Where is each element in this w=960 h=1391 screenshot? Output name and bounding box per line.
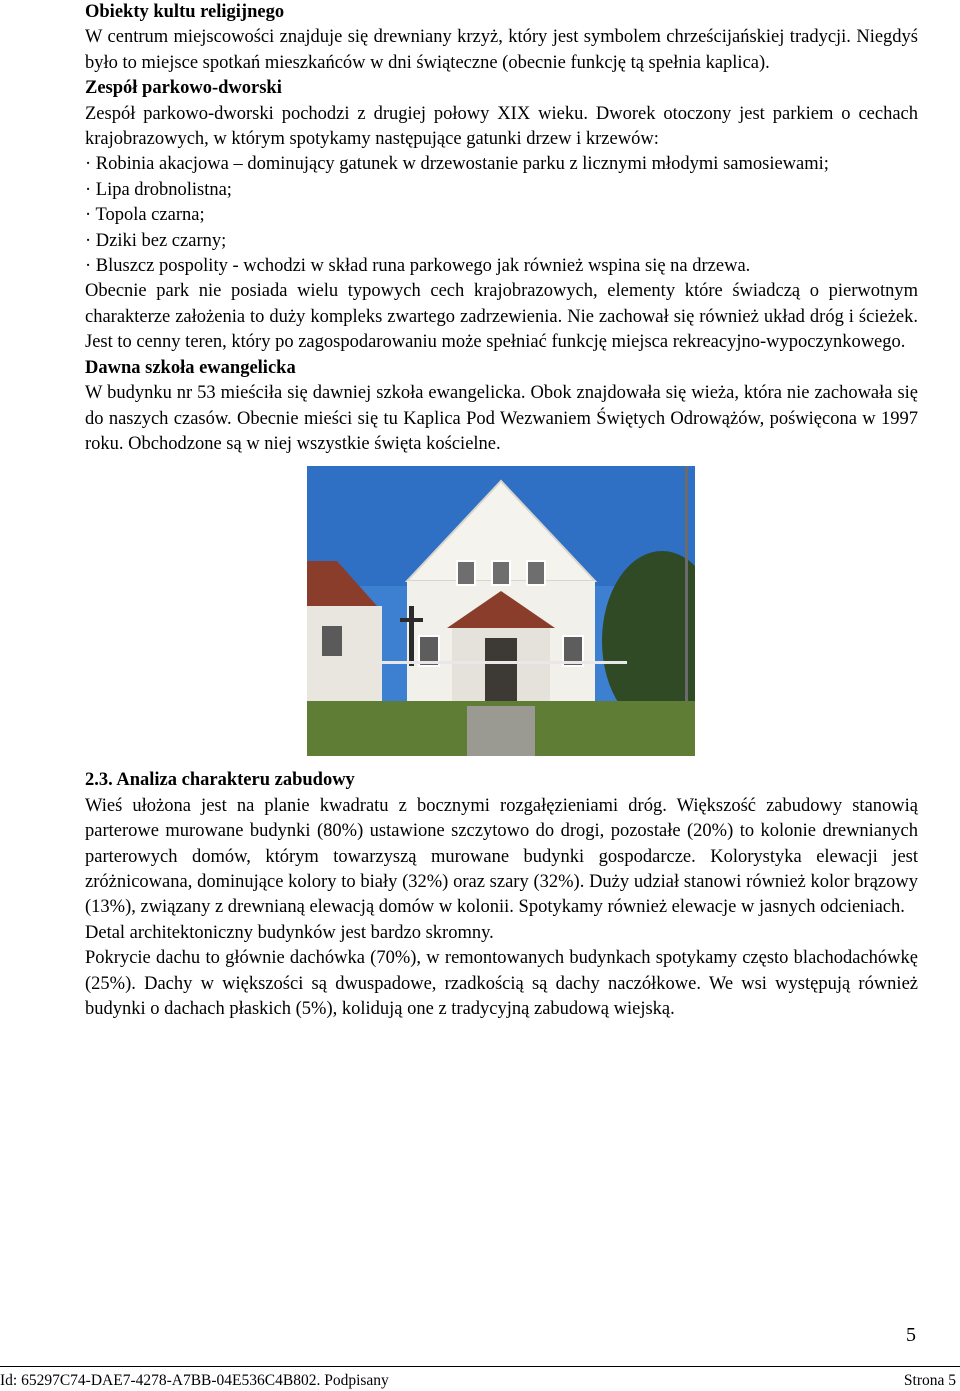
paragraph-evangelical-school: W budynku nr 53 mieściła się dawniej szkoła ewangelicka. Obok znajdowała się wieża, która nie zachowała się do naszych czasów. Obecnie mieści się tu Kaplica Pod Wezwaniem Świętych Odrowążów, poświęcona w 1997 roku. Obchodzone są w niej wszystkie święta kościelne. [85, 383, 918, 454]
paragraph-religious-objects: W centrum miejscowości znajduje się drewniany krzyż, który jest symbolem chrześcijańskiej tradycji. Niegdyś było to miejsce spotkań mieszkańców w dni świąteczne (obecnie funkcję tą spełnia kaplica). [85, 27, 918, 73]
cross-beam [400, 618, 423, 622]
footer-page-label: Strona 5 [903, 1372, 956, 1389]
fence-rail [377, 661, 627, 664]
paragraph-building-analysis-3: Pokrycie dachu to głównie dachówka (70%), w remontowanych budynkach spotykamy często blachodachówkę (25%). Dachy w większości są dwuspadowe, rzadkością są dachy naczółkowe. We wsi występują również budynki o dachach płaskich (5%), kolidują one z tradycyjną zabudową wiejską. [85, 948, 918, 1019]
list-item: · Dziki bez czarny; [85, 230, 227, 251]
upper-window-left [457, 561, 475, 585]
cross-post [409, 606, 414, 666]
path [467, 706, 535, 756]
list-item: · Topola czarna; [85, 205, 205, 226]
upper-window-right [527, 561, 545, 585]
paragraph-building-analysis-2: Detal architektoniczny budynków jest bardzo skromny. [85, 922, 494, 943]
page-number: 5 [906, 1324, 916, 1346]
upper-window-center [492, 561, 510, 585]
heading-park-manor: Zespół parkowo-dworski [85, 78, 282, 99]
list-item: · Robinia akacjowa – dominujący gatunek w drzewostanie parku z licznymi młodymi samosiewami; [85, 154, 829, 175]
chapel-photo [307, 466, 695, 756]
list-item: · Lipa drobnolistna; [85, 179, 232, 200]
footer-document-id: Id: 65297C74-DAE7-4278-A7BB-04E536C4B802. Podpisany [0, 1372, 389, 1389]
heading-evangelical-school: Dawna szkoła ewangelicka [85, 357, 296, 378]
document-body [85, 0, 918, 1022]
heading-religious-objects: Obiekty kultu religijnego [85, 2, 285, 22]
heading-building-analysis: 2.3. Analiza charakteru zabudowy [85, 770, 355, 791]
footer-divider [0, 1366, 960, 1367]
paragraph-park-manor-intro: Zespół parkowo-dworski pochodzi z drugiej połowy XIX wieku. Dworek otoczony jest parkiem o cechach krajobrazowych, w którym spotykamy następujące gatunki drzew i krzewów: [85, 103, 918, 150]
left-house-wall [307, 606, 382, 701]
left-house-window [322, 626, 342, 656]
chapel-door [485, 638, 517, 706]
list-item: · Bluszcz pospolity - wchodzi w skład runa parkowego jak również wspina się na drzewa. [85, 256, 751, 277]
paragraph-building-analysis-1: Wieś ułożona jest na planie kwadratu z bocznymi rozgałęzieniami dróg. Większość zabudowy stanowią parterowe murowane budynki (80%) ustawione szczytowo do drogi, pozostałe (20%) to kolonie drewnianych parterowych domów, którym towarzyszą murowane budynki gospodarcze. Kolorystyka elewacji jest zróżnicowana, dominujące kolory to biały (32%) oraz szary (32%). Duży udział stanowi również kolor brązowy (13%), związany z drewnianą elewacją domów w kolonii. Spotykamy również elewacje w jasnych odcieniach. [85, 795, 918, 918]
chapel-photo-image [307, 466, 695, 756]
paragraph-park-manor-current: Obecnie park nie posiada wielu typowych cech krajobrazowych, elementy które świadczą o pierwotnym charakterze założenia to duży kompleks zwartego zadrzewienia. Nie zachował się również układ dróg i ścieżek. Jest to cenny teren, który po zagospodarowaniu może spełniać funkcję miejsca rekreacyjno-wypoczynkowego. [85, 281, 918, 353]
